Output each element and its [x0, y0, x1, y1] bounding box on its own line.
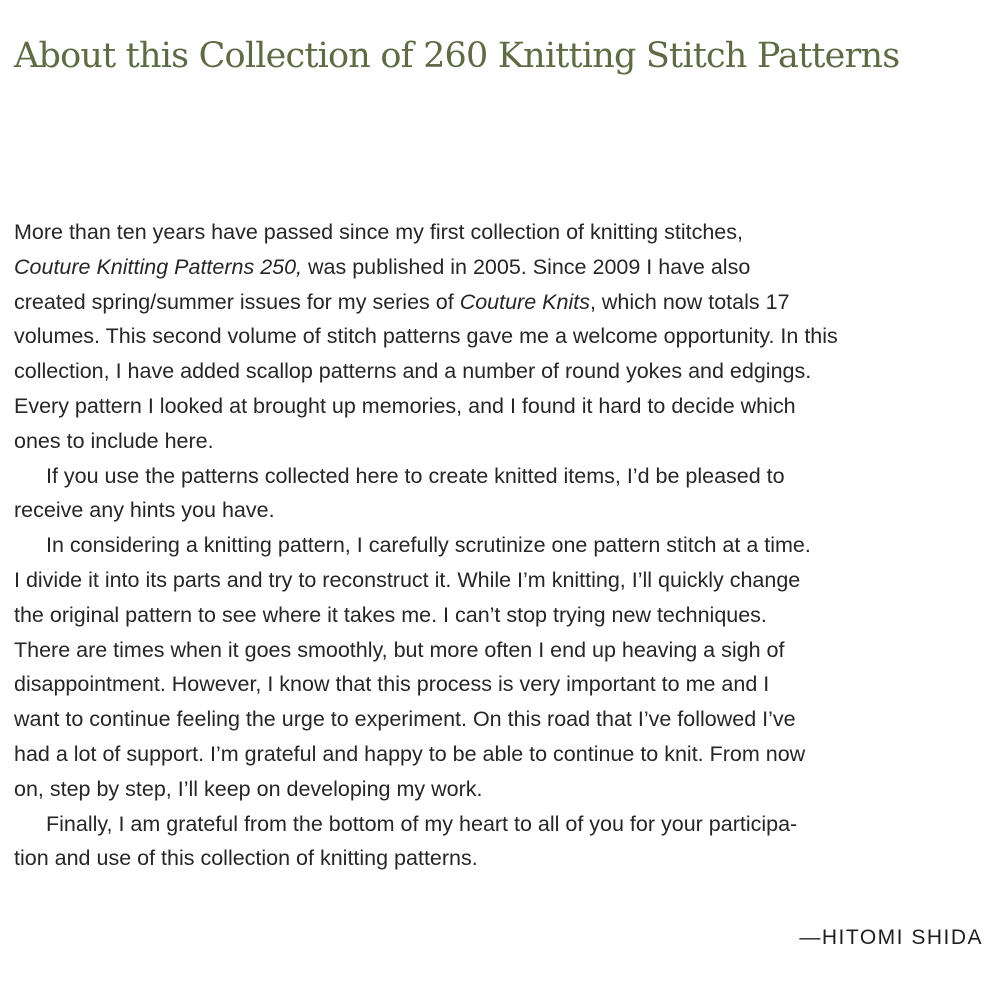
text-line: I divide it into its parts and try to reconstruct it. While I’m knitting, I’ll quickly change	[14, 567, 801, 592]
text-line: Every pattern I looked at brought up memories, and I found it hard to decide which	[14, 393, 796, 418]
text-line: on, step by step, I’ll keep on developing my work.	[14, 776, 483, 801]
text-line: In considering a knitting pattern, I carefully scrutinize one pattern stitch at a time.	[46, 533, 811, 558]
page-title: About this Collection of 260 Knitting Stitch Patterns	[14, 36, 900, 76]
text-line: Couture Knitting Patterns 250, was published in 2005. Since 2009 I have also	[14, 254, 751, 279]
text-line: collection, I have added scallop patterns and a number of round yokes and edgings.	[14, 359, 812, 384]
text-line: More than ten years have passed since my first collection of knitting stitches,	[14, 220, 743, 244]
body-text	[14, 215, 986, 876]
text-line: disappointment. However, I know that this process is very important to me and I	[14, 672, 770, 697]
series-title: Couture Knits	[459, 289, 590, 314]
text-line: want to continue feeling the urge to experiment. On this road that I’ve followed I’ve	[14, 707, 796, 732]
text-line: There are times when it goes smoothly, but more often I end up heaving a sigh of	[14, 637, 785, 662]
text-line: If you use the patterns collected here to create knitted items, I’d be pleased to	[46, 463, 785, 488]
text-line: tion and use of this collection of knitting patterns.	[14, 846, 478, 871]
book-title: Couture Knitting Patterns 250,	[14, 254, 303, 279]
text-line: volumes. This second volume of stitch patterns gave me a welcome opportunity. In this	[14, 324, 838, 349]
text-line: had a lot of support. I’m grateful and happy to be able to continue to knit. From now	[14, 741, 806, 766]
text-line: the original pattern to see where it takes me. I can’t stop trying new techniques.	[14, 602, 767, 627]
text-line: ones to include here.	[14, 428, 214, 453]
text-line: receive any hints you have.	[14, 498, 275, 523]
author-signature: —HITOMI SHIDA	[799, 926, 983, 949]
text-line: created spring/summer issues for my series of Couture Knits, which now totals 17	[14, 289, 790, 314]
text-line: Finally, I am grateful from the bottom of my heart to all of you for your participa-	[46, 811, 798, 836]
